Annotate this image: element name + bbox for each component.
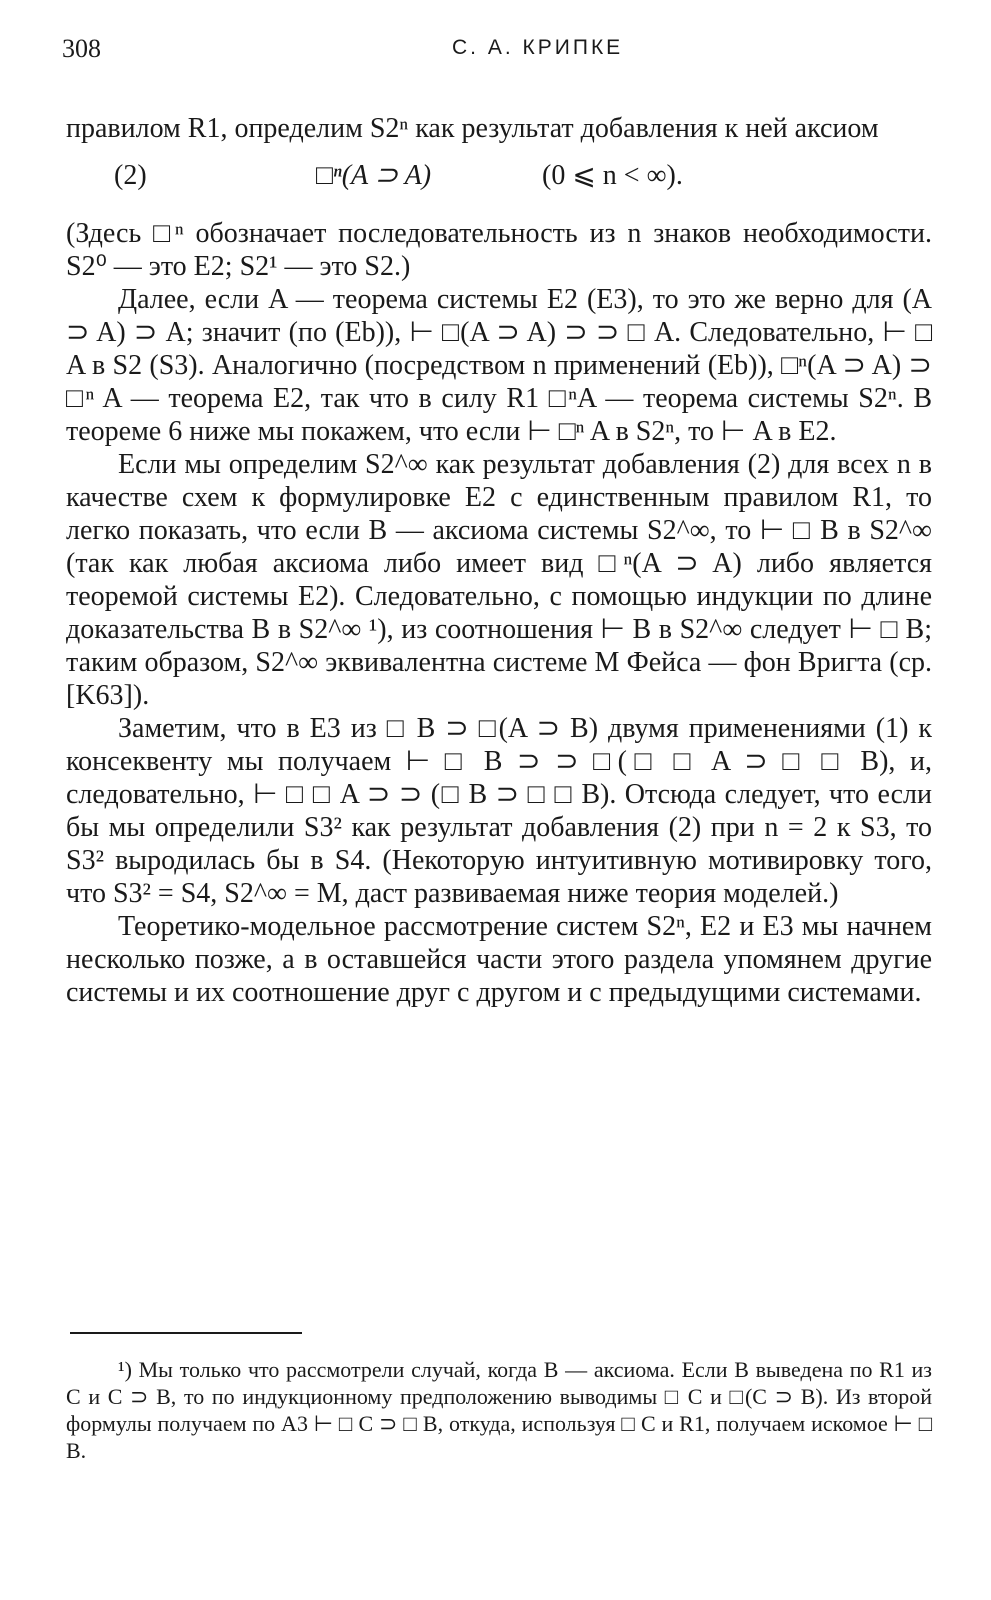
paragraph-2: (Здесь □ⁿ обозначает последовательность из n знаков необходимости. S2⁰ — это E2; S2¹ — это S2.)	[66, 218, 932, 282]
footnote-1: ¹) Мы только что рассмотрели случай, когда B — аксиома. Если B выведена по R1 из C и C ⊃ B, то по индукционному предположению выводимы □ C и □(C ⊃ B). Из второй формулы получаем по A3 ⊢ □ C ⊃ □ B, откуда, используя □ C и R1, получаем искомое ⊢ □ B.	[66, 1357, 932, 1463]
footnote-separator	[70, 1332, 302, 1334]
paragraph-5: Заметим, что в E3 из □ B ⊃ □(A ⊃ B) двумя применениями (1) к консеквенту мы получаем ⊢ □ B ⊃ ⊃ □(□ □ A ⊃ □ □ B), и, следовательно, ⊢ □ □ A ⊃ ⊃ (□ B ⊃ □ □ B). Отсюда следует, что если бы мы определили S3² как результат добавления (2) при n = 2 к S3, то S3² выродилась бы в S4. (Некоторую интуитивную мотивировку того, что S3² = S4, S2^∞ = M, даст развиваемая ниже теория моделей.)	[66, 713, 932, 909]
paragraph-1: правилом R1, определим S2ⁿ как результат добавления к ней аксиом	[66, 113, 879, 144]
page-header	[62, 34, 930, 74]
footnote	[66, 1356, 932, 1464]
formula-number: (2)	[114, 160, 147, 191]
paragraph-6: Теоретико-модельное рассмотрение систем S2ⁿ, E2 и E3 мы начнем несколько позже, а в оставшейся части этого раздела упомянем другие системы и их соотношение друг с другом и с предыдущими системами.	[66, 911, 932, 1008]
running-head: С. А. КРИПКЕ	[452, 36, 624, 59]
paragraph-4: Если мы определим S2^∞ как результат добавления (2) для всех n в качестве схем к формулировке E2 с единственным правилом R1, то легко показать, что если B — аксиома системы S2^∞, то ⊢ □ B в S2^∞ (так как любая аксиома либо имеет вид □ⁿ(A ⊃ A) либо является теоремой системы E2). Следовательно, с помощью индукции по длине доказательства B в S2^∞ ¹), из соотношения ⊢ B в S2^∞ следует ⊢ □ B; таким образом, S2^∞ эквивалентна системе M Фейса — фон Вригта (ср. [K63]).	[66, 449, 932, 711]
paragraph-3: Далее, если A — теорема системы E2 (E3), то это же верно для (A ⊃ A) ⊃ A; значит (по (Eb)), ⊢ □(A ⊃ A) ⊃ ⊃ □ A. Следовательно, ⊢ □ A в S2 (S3). Аналогично (посредством n применений (Eb)), □ⁿ(A ⊃ A) ⊃ □ⁿ A — теорема E2, так что в силу R1 □ⁿA — теорема системы S2ⁿ. В теореме 6 ниже мы покажем, что если ⊢ □ⁿ A в S2ⁿ, то ⊢ A в E2.	[66, 284, 932, 447]
page-number: 308	[62, 34, 101, 63]
formula-expression: □ⁿ(A ⊃ A)	[316, 160, 432, 191]
main-text	[66, 112, 932, 1009]
formula-condition: (0 ⩽ n < ∞).	[542, 160, 683, 191]
formula-2	[66, 159, 932, 203]
